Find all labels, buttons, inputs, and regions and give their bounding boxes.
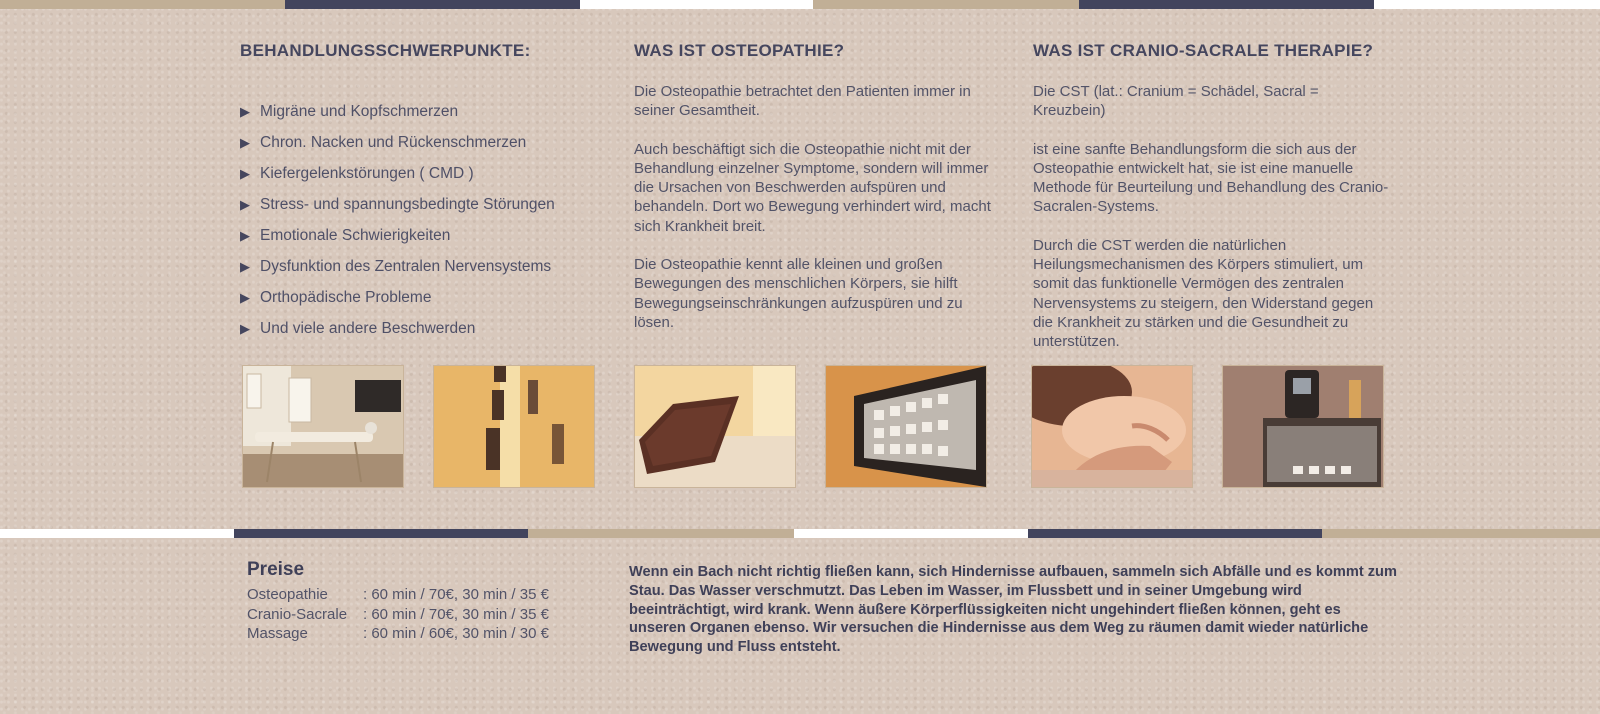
osteopathy-title: WAS IST OSTEOPATHIE? [634, 41, 845, 60]
price-value: : 60 min / 60€, 30 min / 30 € [363, 625, 549, 642]
middle-color-stripe [0, 529, 1600, 538]
focus-title: BEHANDLUNGSSCHWERPUNKTE: [240, 41, 531, 60]
triangle-right-icon: ▶ [240, 290, 250, 305]
paragraph: Die CST (lat.: Cranium = Schädel, Sacral = Kreuzbein) [1033, 83, 1319, 120]
price-name: Osteopathie [247, 586, 328, 603]
stripe-segment [234, 529, 528, 538]
triangle-right-icon: ▶ [240, 197, 250, 212]
philosophy-quote: Wenn ein Bach nicht richtig fließen kann, sich Hindernisse aufbauen, sammeln sich Abfälle und es kommt zum Stau. Das Wasser verschmutzt. Das Leben im Wasser, im Flussbett und in seiner Umgebung wird beeinträchtigt, wird krank. Wenn äußere Körperflüssigkeiten nicht ungehindert fließen können, geht es unseren Organen ebenso. Wir versuchen die Hindernisse aus dem Weg zu räumen damit wieder natürliche Bewegung und Fluss entsteht. [629, 564, 1397, 656]
price-row [247, 605, 607, 625]
stripe-segment [1028, 529, 1322, 538]
price-value: : 60 min / 70€, 30 min / 35 € [363, 586, 549, 603]
cranio-text [1033, 82, 1393, 352]
stripe-segment [1079, 0, 1374, 9]
price-row [247, 585, 607, 605]
stripe-segment [794, 529, 1028, 538]
list-item: ▶ Orthopädische Probleme [240, 289, 432, 306]
cushion-photo [634, 365, 796, 488]
paragraph: Auch beschäftigt sich die Osteopathie nicht mit der Behandlung einzelner Symptome, sondern will immer die Ursachen von Beschwerden aufspüren und behandeln. Dort wo Bewegung verhindert wird, macht sich Krankheit breit. [634, 140, 991, 235]
triangle-right-icon: ▶ [240, 135, 250, 150]
stripe-segment [528, 529, 794, 538]
focus-list [240, 102, 555, 350]
list-item: ▶ Kiefergelenkstörungen ( CMD ) [240, 165, 474, 182]
paragraph: Die Osteopathie betrachtet den Patienten immer in seiner Gesamtheit. [634, 83, 971, 120]
paragraph: ist eine sanfte Behandlungsform die sich aus der Osteopathie entwickelt hat, sie ist eine manuelle Methode für Beurteilung und Behandlung des Cranio-Sacralen-Systems. [1033, 140, 1389, 216]
list-item: ▶ Migräne und Kopfschmerzen [240, 103, 459, 120]
cranio-title: WAS IST CRANIO-SACRALE THERAPIE? [1033, 41, 1374, 60]
triangle-right-icon: ▶ [240, 104, 250, 119]
stripe-segment [1322, 529, 1600, 538]
top-color-stripe [0, 0, 1600, 9]
triangle-right-icon: ▶ [240, 166, 250, 181]
list-item: ▶ Chron. Nacken und Rückenschmerzen [240, 134, 527, 151]
stripe-segment [0, 529, 234, 538]
stripe-segment [813, 0, 1079, 9]
stripe-segment [285, 0, 580, 9]
list-item: ▶ Emotionale Schwierigkeiten [240, 227, 451, 244]
treatment-room-photo [242, 365, 404, 488]
triangle-right-icon: ▶ [240, 321, 250, 336]
cranio-section [1033, 40, 1393, 351]
focus-section [240, 40, 600, 337]
stripe-segment [0, 0, 285, 9]
triangle-right-icon: ▶ [240, 259, 250, 274]
list-item: ▶ Dysfunktion des Zentralen Nervensystems [240, 258, 552, 275]
stripe-segment [1374, 0, 1600, 9]
wall-decor-photo [433, 365, 595, 488]
stripe-segment [580, 0, 813, 9]
price-name: Massage [247, 625, 308, 642]
price-value: : 60 min / 70€, 30 min / 35 € [363, 605, 549, 623]
paragraph: Durch die CST werden die natürlichen Heilungsmechanismen des Körpers stimuliert, um somit das funktionelle Vermögen des zentralen Nervensystems zu steigern, den Widerstand gegen die Krankheit zu stärken und die Gesundheit zu unterstützen. [1033, 236, 1374, 351]
wall-art-photo [825, 365, 987, 488]
price-row [247, 624, 607, 644]
coffee-machine-photo [1222, 365, 1384, 488]
triangle-right-icon: ▶ [240, 228, 250, 243]
price-name: Cranio-Sacrale [247, 605, 348, 623]
massage-photo [1031, 365, 1193, 488]
list-item: ▶ Und viele andere Beschwerden [240, 320, 476, 337]
osteopathy-section [634, 40, 1004, 331]
prices-title: Preise [247, 559, 305, 580]
prices-section [247, 559, 607, 644]
paragraph: Die Osteopathie kennt alle kleinen und großen Bewegungen des menschlichen Körpers, sie hilft Bewegungseinschränkungen aufzuspüren und zu lösen. [634, 256, 963, 331]
list-item: ▶ Stress- und spannungsbedingte Störungen [240, 196, 555, 213]
osteopathy-text [634, 82, 1004, 332]
